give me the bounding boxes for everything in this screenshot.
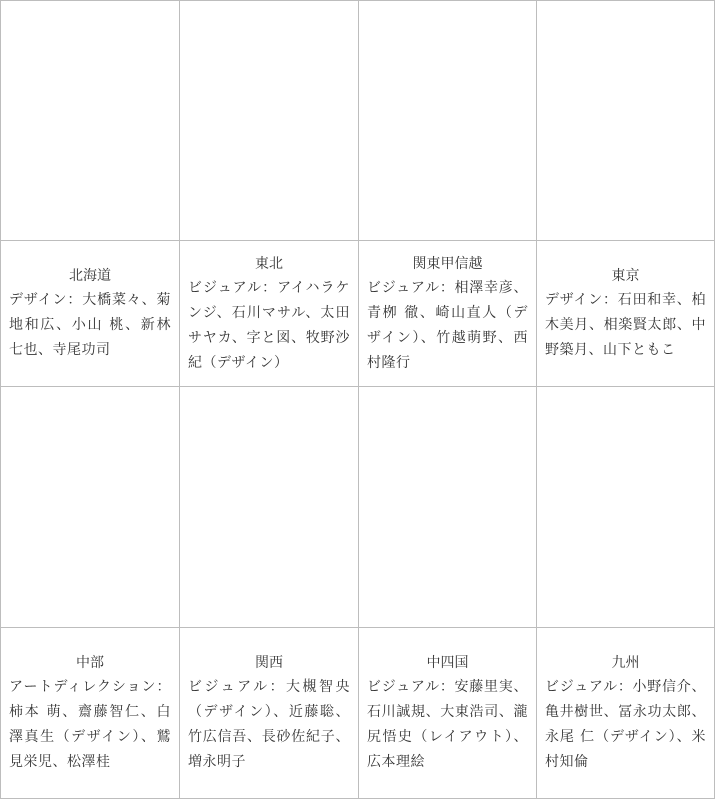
image-cell-kanto: [358, 0, 537, 241]
caption-cell-kanto: [358, 240, 537, 387]
image-cell-chubu: [0, 386, 180, 628]
credits-text: デザイン：石田和幸、柏木美月、相楽賢太郎、中野築月、山下ともこ: [545, 292, 706, 358]
region-name: 東京: [611, 268, 640, 284]
credits-text: ビジュアル：大槻智央（デザイン）、近藤聡、竹広信吾、長砂佐紀子、増永明子: [188, 679, 350, 770]
image-cell-kyushu: [536, 386, 715, 628]
region-name: 関東甲信越: [412, 255, 483, 272]
image-cell-chushikoku: [358, 386, 537, 628]
image-cell-kansai: [179, 386, 359, 628]
image-cell-tokyo: [536, 0, 715, 241]
region-name: 東北: [255, 255, 283, 272]
region-name: 北海道: [69, 268, 111, 284]
image-cell-tohoku: [179, 0, 359, 241]
credits-text: ビジュアル：アイハラケンジ、石川マサル、太田サヤカ、字と図、牧野沙紀（デザイン）: [188, 279, 350, 371]
credits-text: ビジュアル：小野信介、亀井樹世、冨永功太郎、永尾 仁（デザイン）、米村知倫: [545, 679, 706, 770]
credits-text: デザイン：大橋菜々、菊地和広、小山 桃、新林七也、寺尾功司: [9, 292, 171, 358]
caption-cell-chushikoku: [358, 627, 537, 799]
caption-cell-kansai: [179, 627, 359, 799]
credits-text: アートディレクション：柿本 萌、齋藤智仁、白澤真生（デザイン）、鷲見栄児、松澤桂: [9, 679, 171, 770]
credits-text: ビジュアル：相澤幸彦、青栁 徹、崎山直人（デザイン）、竹越萌野、西村隆行: [367, 279, 528, 371]
caption-cell-tohoku: [179, 240, 359, 387]
region-name: 中四国: [426, 655, 469, 671]
region-name: 九州: [611, 655, 640, 671]
credits-text: ビジュアル：安藤里実、石川誠規、大東浩司、瀧尻悟史（レイアウト）、広本理絵: [367, 679, 528, 770]
image-cell-hokkaido: [0, 0, 180, 241]
region-name: 中部: [76, 655, 104, 671]
region-name: 関西: [255, 655, 283, 671]
caption-cell-tokyo: [536, 240, 715, 387]
caption-cell-hokkaido: [0, 240, 180, 387]
caption-cell-chubu: [0, 627, 180, 799]
caption-cell-kyushu: [536, 627, 715, 799]
